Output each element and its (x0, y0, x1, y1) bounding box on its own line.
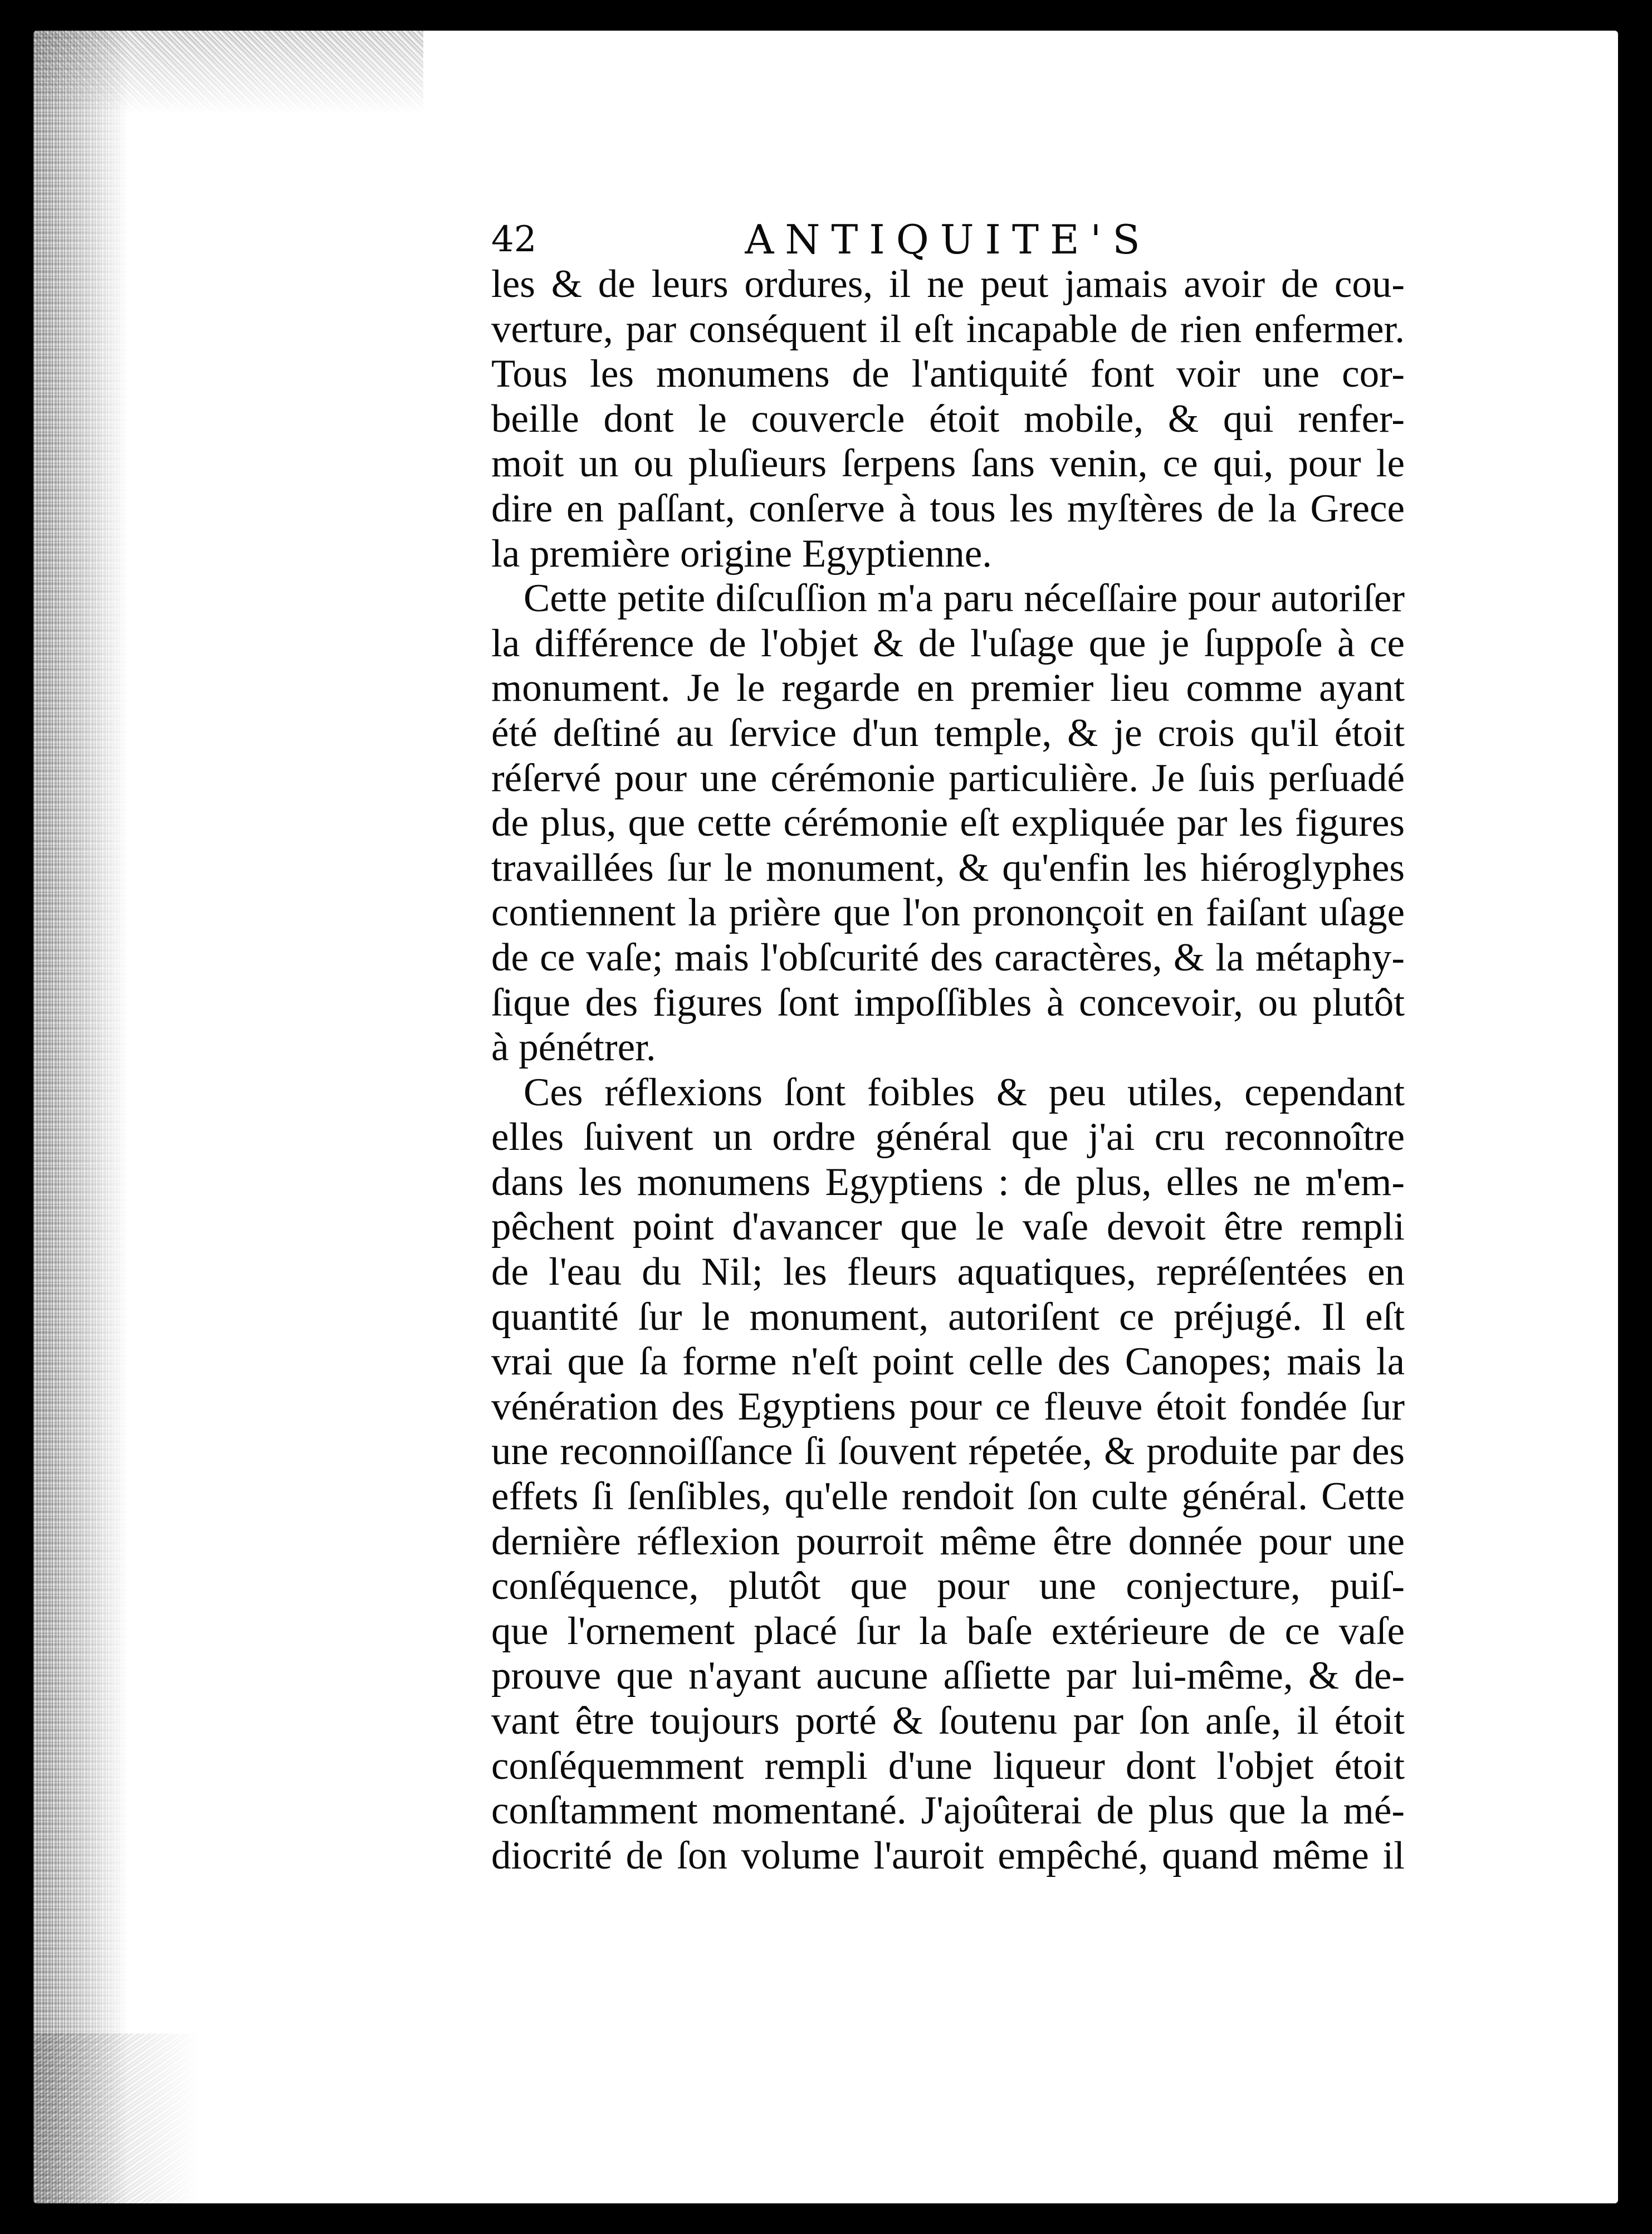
text-line: à pénétrer. (491, 1026, 656, 1070)
text-line: dernière réflexion pourroit même être donnée pour une (491, 1519, 1405, 1563)
text-line: vrai que ſa forme n'eſt point celle des Canopes; mais la (491, 1340, 1405, 1384)
text-line: travaillées ſur le monument, & qu'enfin les hiéroglyphes (491, 846, 1405, 890)
text-line: beille dont le couvercle étoit mobile, & qui renfer- (491, 397, 1405, 441)
text-line: ſique des figures ſont impoſſibles à concevoir, ou plutôt (491, 981, 1405, 1025)
paragraph-start-line: Ces réflexions ſont foibles & peu utiles, cependant (524, 1070, 1405, 1114)
text-line: conſéquemment rempli d'une liqueur dont l'objet étoit (491, 1744, 1405, 1788)
text-line: elles ſuivent un ordre général que j'ai cru reconnoître (491, 1115, 1405, 1159)
text-line: que l'ornement placé ſur la baſe extérieure de ce vaſe (491, 1609, 1405, 1653)
text-line: réſervé pour une cérémonie particulière. Je ſuis perſuadé (491, 756, 1405, 800)
scan-edge-noise-left (33, 31, 128, 2203)
body-text (491, 262, 1405, 1878)
text-line: une reconnoiſſance ſi ſouvent répetée, & produite par des (491, 1430, 1405, 1474)
text-line: dans les monumens Egyptiens : de plus, elles ne m'em- (491, 1160, 1405, 1204)
text-line: de plus, que cette cérémonie eſt expliquée par les figures (491, 801, 1405, 845)
text-line: prouve que n'ayant aucune aſſiette par lui-même, & de- (491, 1654, 1405, 1698)
running-title: ANTIQUITE'S (745, 216, 1151, 263)
text-line: diocrité de ſon volume l'auroit empêché, quand même il (491, 1833, 1405, 1877)
text-line: verture, par conséquent il eſt incapable de rien enfermer. (491, 307, 1405, 351)
page-header (491, 212, 1405, 267)
text-line: effets ſi ſenſibles, qu'elle rendoit ſon culte général. Cette (491, 1475, 1405, 1519)
text-line: la première origine Egyptienne. (491, 531, 992, 575)
text-line: été deſtiné au ſervice d'un temple, & je crois qu'il étoit (491, 711, 1405, 755)
text-line: moit un ou pluſieurs ſerpens ſans venin, ce qui, pour le (491, 442, 1405, 486)
text-line: de l'eau du Nil; les fleurs aquatiques, repréſentées en (491, 1250, 1405, 1294)
text-line: de ce vaſe; mais l'obſcurité des caractères, & la métaphy- (491, 935, 1405, 979)
text-line: Tous les monumens de l'antiquité font voir une cor- (491, 352, 1405, 396)
text-line: dire en paſſant, conſerve à tous les myſtères de la Grece (491, 486, 1405, 530)
scan-edge-noise-bottom (33, 2033, 201, 2203)
text-line: les & de leurs ordures, il ne peut jamais avoir de cou- (491, 262, 1405, 306)
text-line: quantité ſur le monument, autoriſent ce préjugé. Il eſt (491, 1295, 1405, 1339)
paragraph-start-line: Cette petite diſcuſſion m'a paru néceſſaire pour autoriſer (524, 577, 1405, 621)
text-line: conſtamment momentané. J'ajoûterai de plus que la mé- (491, 1789, 1405, 1833)
text-line: conſéquence, plutôt que pour une conjecture, puiſ- (491, 1564, 1405, 1608)
text-line: vant être toujours porté & ſoutenu par ſon anſe, il étoit (491, 1699, 1405, 1743)
text-line: vénération des Egyptiens pour ce fleuve étoit fondée ſur (491, 1384, 1405, 1428)
scan-edge-noise-top (33, 31, 423, 114)
text-line: la différence de l'objet & de l'uſage que je ſuppoſe à ce (491, 621, 1405, 665)
text-line: monument. Je le regarde en premier lieu comme ayant (491, 666, 1405, 710)
text-line: contiennent la prière que l'on prononçoit en faiſant uſage (491, 891, 1405, 935)
page-number: 42 (491, 219, 537, 260)
text-line: pêchent point d'avancer que le vaſe devoit être rempli (491, 1205, 1405, 1249)
